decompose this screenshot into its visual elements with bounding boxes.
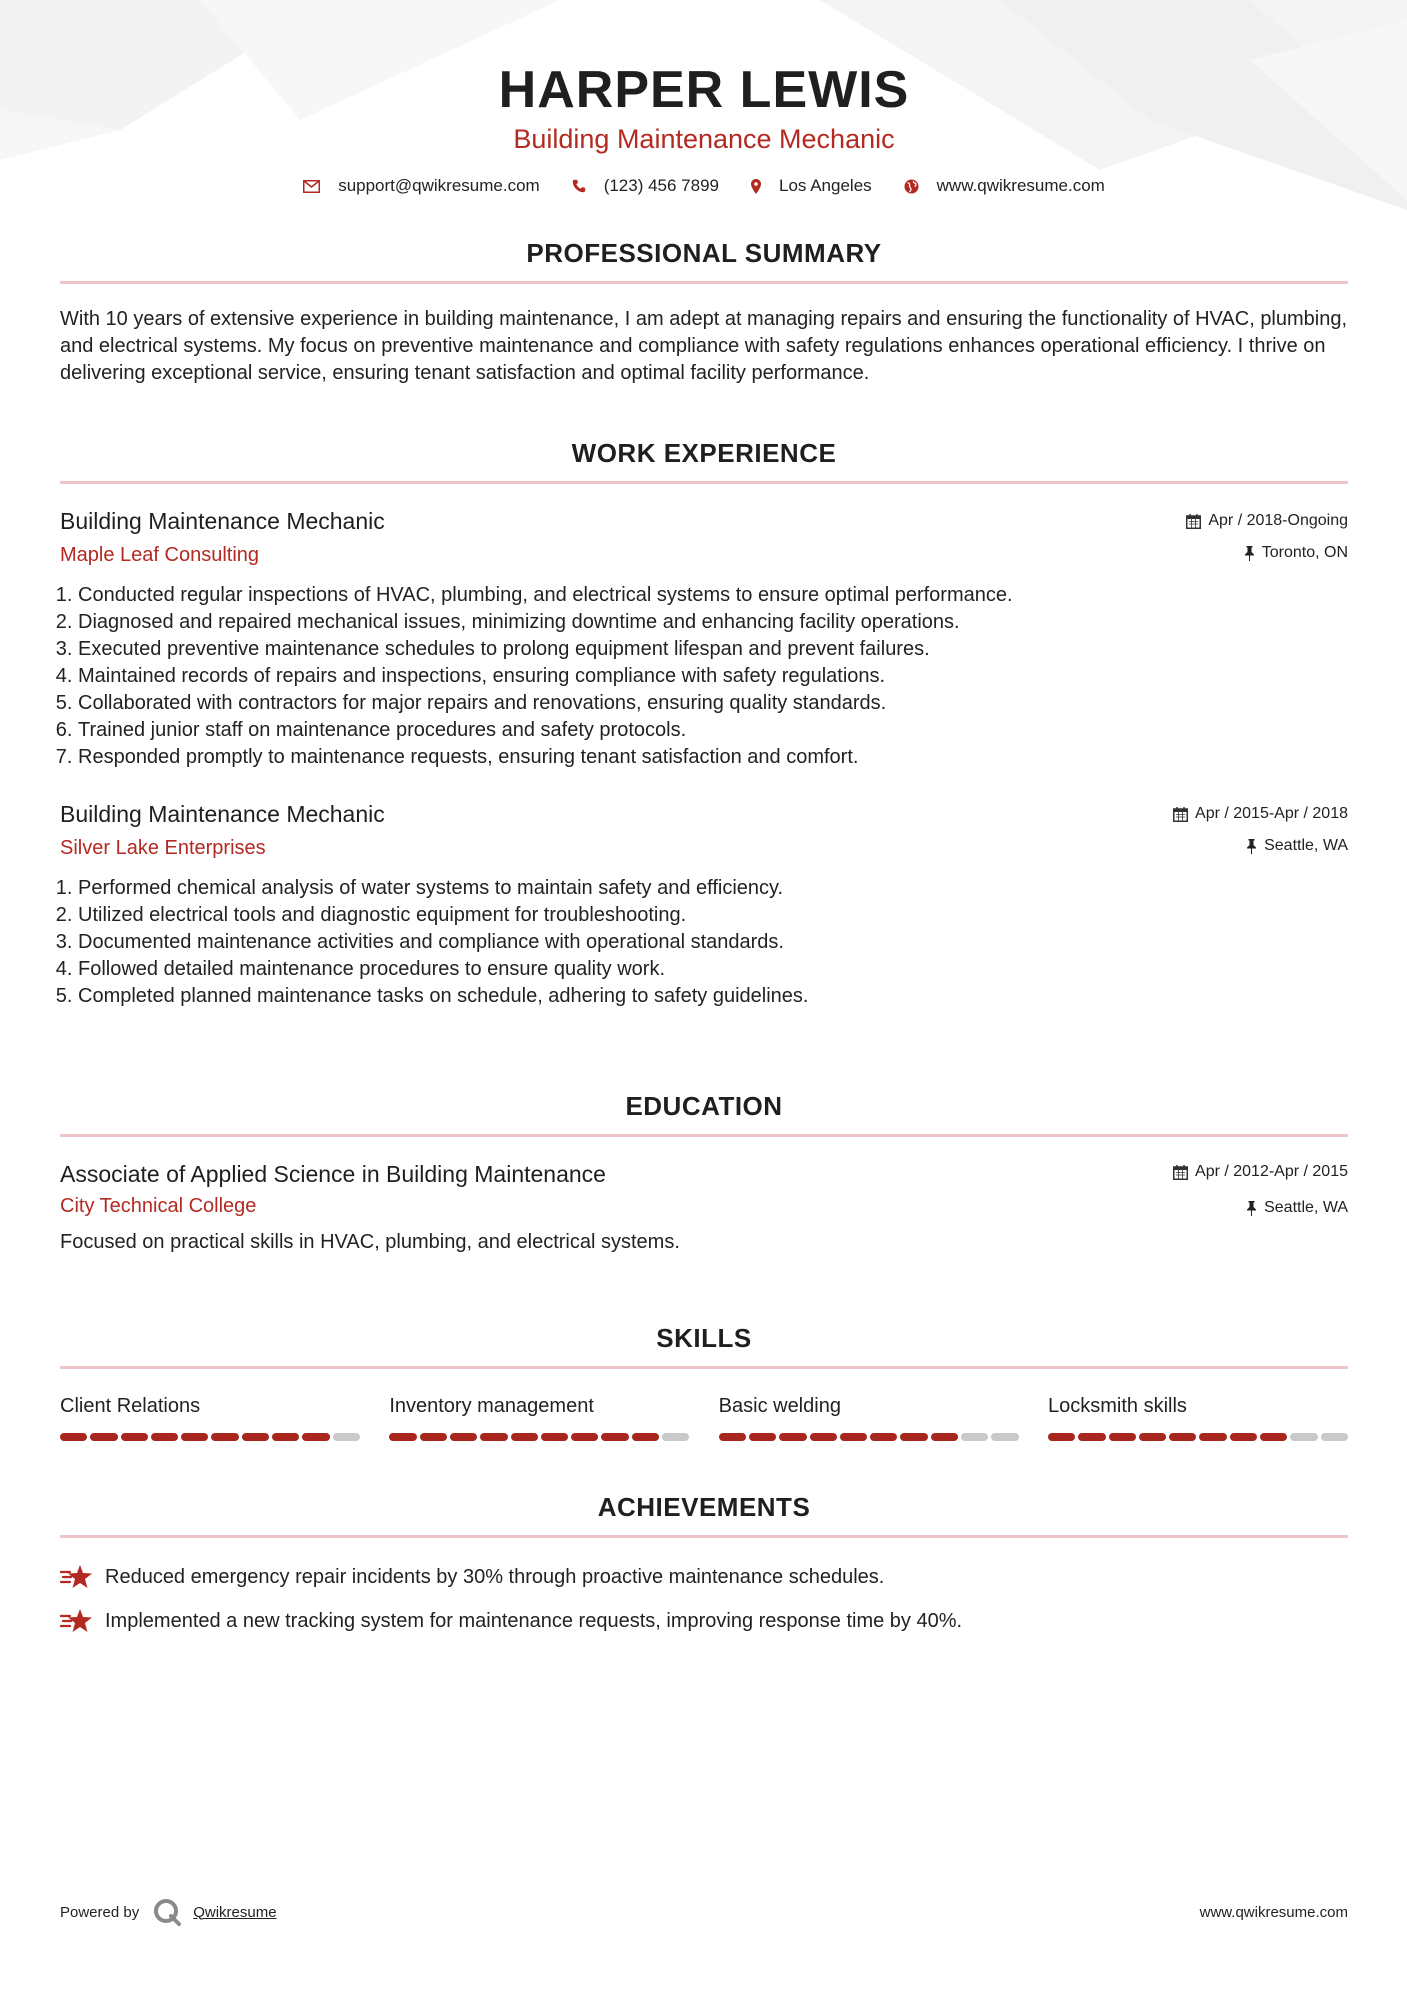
list-item: 3. Executed preventive maintenance schedules to prolong equipment lifespan and prevent failures. bbox=[78, 636, 1348, 663]
job-entry bbox=[60, 799, 1348, 1010]
skill-segment-filled bbox=[60, 1433, 87, 1441]
skill-segment-filled bbox=[779, 1433, 806, 1441]
list-item: 1. Conducted regular inspections of HVAC, plumbing, and electrical systems to ensure optimal performance. bbox=[78, 582, 1348, 609]
shooting-star-icon bbox=[60, 1608, 93, 1634]
skills-divider bbox=[60, 1366, 1348, 1369]
skill-segment-filled bbox=[272, 1433, 299, 1441]
skill-segment-filled bbox=[749, 1433, 776, 1441]
skill-segment-filled bbox=[1139, 1433, 1166, 1441]
phone-icon bbox=[572, 179, 586, 193]
job-dates bbox=[1186, 508, 1348, 534]
skill-segment-filled bbox=[151, 1433, 178, 1441]
pushpin-icon bbox=[1246, 839, 1257, 854]
achievement-item bbox=[60, 1606, 1348, 1636]
qwikresume-logo-icon bbox=[153, 1898, 181, 1926]
achievements-list bbox=[60, 1562, 1348, 1636]
skill-segment-filled bbox=[900, 1433, 927, 1441]
job-location bbox=[1173, 833, 1348, 859]
degree-title: Associate of Applied Science in Building Maintenance bbox=[60, 1161, 606, 1187]
skill-item bbox=[60, 1393, 360, 1441]
achievements-section bbox=[60, 1491, 1348, 1636]
list-item: 5. Completed planned maintenance tasks on schedule, adhering to safety guidelines. bbox=[78, 983, 1348, 1010]
achievement-text: Implemented a new tracking system for maintenance requests, improving response time by 40%. bbox=[105, 1609, 963, 1632]
powered-by bbox=[60, 1898, 277, 1926]
education-dates bbox=[1173, 1159, 1348, 1185]
skills-heading: SKILLS bbox=[656, 1323, 752, 1353]
job-company: Maple Leaf Consulting bbox=[60, 544, 260, 566]
experience-divider bbox=[60, 481, 1348, 484]
job-dates bbox=[1173, 801, 1348, 827]
list-item: 1. Performed chemical analysis of water systems to maintain safety and efficiency. bbox=[78, 875, 1348, 902]
skill-segment-filled bbox=[601, 1433, 628, 1441]
envelope-icon bbox=[303, 180, 320, 193]
job-dates-text: Apr / 2018-Ongoing bbox=[1208, 512, 1348, 529]
education-divider bbox=[60, 1134, 1348, 1137]
skill-name: Client Relations bbox=[60, 1395, 201, 1417]
skill-segment-filled bbox=[719, 1433, 746, 1441]
skill-segment-filled bbox=[420, 1433, 447, 1441]
education-description: Focused on practical skills in HVAC, plumbing, and electrical systems. bbox=[60, 1231, 680, 1253]
job-meta bbox=[1186, 508, 1348, 566]
skill-segment-empty bbox=[662, 1433, 689, 1441]
job-location bbox=[1186, 540, 1348, 566]
contact-phone-text: (123) 456 7899 bbox=[603, 176, 720, 195]
list-item: 2. Diagnosed and repaired mechanical issues, minimizing downtime and enhancing facility operations. bbox=[78, 609, 1348, 636]
job-dates-text: Apr / 2015-Apr / 2018 bbox=[1195, 805, 1348, 822]
contact-phone[interactable] bbox=[572, 176, 719, 196]
calendar-icon bbox=[1173, 1165, 1188, 1180]
job-company: Silver Lake Enterprises bbox=[60, 837, 266, 859]
achievements-heading: ACHIEVEMENTS bbox=[597, 1492, 811, 1522]
education-dates-text: Apr / 2012-Apr / 2015 bbox=[1195, 1163, 1348, 1180]
job-location-text: Toronto, ON bbox=[1261, 544, 1348, 561]
school-name: City Technical College bbox=[60, 1195, 257, 1217]
education-location-text: Seattle, WA bbox=[1264, 1199, 1348, 1216]
skill-segment-empty bbox=[961, 1433, 988, 1441]
contact-website-text: www.qwikresume.com bbox=[936, 176, 1105, 195]
summary-divider bbox=[60, 281, 1348, 284]
list-item: 2. Utilized electrical tools and diagnostic equipment for troubleshooting. bbox=[78, 902, 1348, 929]
skill-segment-filled bbox=[632, 1433, 659, 1441]
job-entry bbox=[60, 506, 1348, 771]
candidate-role: Building Maintenance Mechanic bbox=[513, 124, 895, 154]
pushpin-icon bbox=[1244, 546, 1255, 561]
skill-segment-empty bbox=[333, 1433, 360, 1441]
map-marker-icon bbox=[751, 179, 761, 194]
skill-name: Basic welding bbox=[718, 1395, 841, 1417]
skill-segment-filled bbox=[1109, 1433, 1136, 1441]
skill-segment-filled bbox=[242, 1433, 269, 1441]
qwikresume-link[interactable]: Qwikresume bbox=[193, 1903, 277, 1921]
education-section bbox=[60, 1090, 1348, 1256]
list-item: 4. Maintained records of repairs and inspections, ensuring compliance with safety regulations. bbox=[78, 663, 1348, 690]
skill-segment-empty bbox=[1321, 1433, 1348, 1441]
skill-segment-filled bbox=[931, 1433, 958, 1441]
globe-icon bbox=[904, 179, 919, 194]
skill-level-bar bbox=[60, 1433, 360, 1441]
experience-section bbox=[60, 437, 1348, 1010]
job-title: Building Maintenance Mechanic bbox=[60, 801, 385, 827]
skills-section bbox=[60, 1322, 1348, 1441]
skill-segment-filled bbox=[302, 1433, 329, 1441]
list-item: 3. Documented maintenance activities and compliance with operational standards. bbox=[78, 929, 1348, 956]
skill-segment-filled bbox=[840, 1433, 867, 1441]
skill-segment-filled bbox=[1169, 1433, 1196, 1441]
skill-segment-filled bbox=[480, 1433, 507, 1441]
skill-level-bar bbox=[1048, 1433, 1348, 1441]
job-meta bbox=[1173, 801, 1348, 859]
list-item: 7. Responded promptly to maintenance requests, ensuring tenant satisfaction and comfort. bbox=[78, 744, 1348, 771]
skill-segment-filled bbox=[571, 1433, 598, 1441]
page-footer bbox=[60, 1898, 1348, 1926]
skill-segment-filled bbox=[1230, 1433, 1257, 1441]
job-title: Building Maintenance Mechanic bbox=[60, 508, 385, 534]
skill-segment-empty bbox=[991, 1433, 1018, 1441]
job-location-text: Seattle, WA bbox=[1264, 837, 1348, 854]
education-location bbox=[1173, 1195, 1348, 1221]
powered-by-label: Powered by bbox=[60, 1903, 140, 1921]
contact-email[interactable] bbox=[303, 176, 540, 196]
skill-segment-filled bbox=[511, 1433, 538, 1441]
skills-list bbox=[60, 1393, 1348, 1441]
education-entry bbox=[60, 1159, 1348, 1256]
shooting-star-icon bbox=[60, 1564, 93, 1590]
skill-segment-filled bbox=[541, 1433, 568, 1441]
calendar-icon bbox=[1186, 514, 1201, 529]
skill-segment-filled bbox=[450, 1433, 477, 1441]
summary-heading: PROFESSIONAL SUMMARY bbox=[526, 238, 882, 268]
resume-header bbox=[60, 0, 1348, 196]
summary-text: With 10 years of extensive experience in building maintenance, I am adept at managing repairs and ensuring the functionality of HVAC, plumbing, and electrical systems. My focus on preventive maintenance and compliance with safety regulations enhances operational efficiency. I thrive on delivering exceptional service, ensuring tenant satisfaction and optimal facility performance. bbox=[60, 308, 1348, 384]
skill-level-bar bbox=[719, 1433, 1019, 1441]
skill-segment-filled bbox=[211, 1433, 238, 1441]
contact-website[interactable] bbox=[904, 176, 1105, 196]
skill-segment-filled bbox=[121, 1433, 148, 1441]
skill-segment-empty bbox=[1290, 1433, 1317, 1441]
skill-segment-filled bbox=[1260, 1433, 1287, 1441]
skill-name: Inventory management bbox=[389, 1395, 594, 1417]
job-duties-list bbox=[60, 582, 1348, 771]
calendar-icon bbox=[1173, 807, 1188, 822]
contact-location-text: Los Angeles bbox=[779, 176, 872, 195]
skill-segment-filled bbox=[389, 1433, 416, 1441]
skill-item bbox=[389, 1393, 689, 1441]
skill-segment-filled bbox=[1048, 1433, 1075, 1441]
skill-segment-filled bbox=[1078, 1433, 1105, 1441]
education-meta bbox=[1173, 1159, 1348, 1221]
pushpin-icon bbox=[1246, 1201, 1257, 1216]
list-item: 5. Collaborated with contractors for major repairs and renovations, ensuring quality standards. bbox=[78, 690, 1348, 717]
contact-location bbox=[751, 176, 872, 196]
job-duties-list bbox=[60, 875, 1348, 1010]
achievement-item bbox=[60, 1562, 1348, 1592]
experience-heading: WORK EXPERIENCE bbox=[571, 438, 837, 468]
skill-segment-filled bbox=[810, 1433, 837, 1441]
resume-page bbox=[60, 0, 1348, 1990]
list-item: 4. Followed detailed maintenance procedures to ensure quality work. bbox=[78, 956, 1348, 983]
skill-item bbox=[1048, 1393, 1348, 1441]
achievements-divider bbox=[60, 1535, 1348, 1538]
skill-segment-filled bbox=[181, 1433, 208, 1441]
skill-segment-filled bbox=[90, 1433, 117, 1441]
contact-bar bbox=[60, 176, 1348, 196]
candidate-name: HARPER LEWIS bbox=[498, 61, 910, 119]
contact-email-text: support@qwikresume.com bbox=[338, 176, 540, 195]
list-item: 6. Trained junior staff on maintenance procedures and safety protocols. bbox=[78, 717, 1348, 744]
skill-level-bar bbox=[389, 1433, 689, 1441]
skill-segment-filled bbox=[870, 1433, 897, 1441]
skill-item bbox=[719, 1393, 1019, 1441]
education-heading: EDUCATION bbox=[625, 1091, 783, 1121]
skill-name: Locksmith skills bbox=[1047, 1395, 1187, 1417]
footer-website-link[interactable]: www.qwikresume.com bbox=[1199, 1903, 1348, 1921]
achievement-text: Reduced emergency repair incidents by 30% through proactive maintenance schedules. bbox=[105, 1565, 885, 1588]
skill-segment-filled bbox=[1199, 1433, 1226, 1441]
summary-section bbox=[60, 237, 1348, 387]
